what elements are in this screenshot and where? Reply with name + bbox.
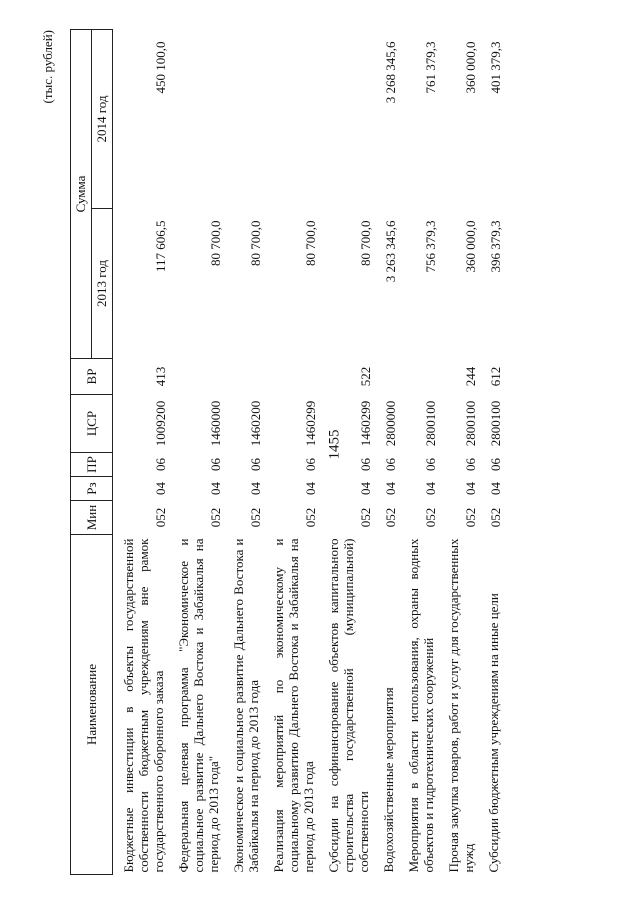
cell-sum-2014 [229,30,263,209]
cell-sum-2013: 80 700,0 [303,220,318,266]
table-row [379,30,398,875]
cell-vr: 522 [358,366,373,387]
cell-csr: 1009200 [153,400,168,447]
cell-pr: 06 [208,458,223,471]
header-pr: ПР [71,453,113,477]
table-row [229,30,263,875]
budget-table [70,29,509,875]
cell-min: 052 [208,507,223,528]
cell-rz: 04 [358,482,373,495]
table-row [119,30,168,875]
cell-name: Субсидии бюджетным учреждениям на иные цели [486,593,501,873]
cell-vr [269,359,318,395]
cell-min: 052 [383,507,398,528]
cell-vr: 413 [153,366,168,387]
cell-rz: 04 [248,482,263,495]
table-row [484,30,503,875]
cell-sum-2014: 360 000,0 [463,41,478,94]
cell-csr: 2800100 [488,400,503,447]
cell-min: 052 [303,507,318,528]
cell-rz: 04 [208,482,223,495]
cell-pr: 06 [383,458,398,471]
cell-sum-2013: 3 263 345,6 [383,220,398,283]
header-name: Наименование [71,535,113,875]
table-body [113,30,510,875]
cell-name: Реализация мероприятий по экономическому и социальному развитию Дальнего Востока и Забайкалья на период до 2013 года [271,538,316,873]
cell-min: 052 [463,507,478,528]
table-header [71,30,113,875]
cell-vr [404,359,438,395]
cell-rz: 04 [303,482,318,495]
cell-sum-2014 [269,30,318,209]
cell-vr [174,359,223,395]
cell-rz: 04 [488,482,503,495]
table-row [404,30,438,875]
cell-name: Федеральная целевая программа "Экономическое и социальное развитие Дальнего Востока и Забайкалья на период до 2013 года" [176,538,221,873]
cell-sum-2013: 80 700,0 [248,220,263,266]
cell-sum-2013: 756 379,3 [423,220,438,273]
cell-pr: 06 [423,458,438,471]
cell-pr: 06 [358,458,373,471]
cell-vr [379,359,398,395]
cell-csr: 1460299 [303,400,318,447]
cell-pr: 06 [463,458,478,471]
cell-sum-2013: 117 606,5 [153,220,168,273]
units-label: (тыс. рублей) [40,30,55,104]
table-row [174,30,223,875]
header-csr: ЦСР [71,395,113,453]
cell-sum-2014: 401 379,3 [488,41,503,94]
cell-rz: 04 [423,482,438,495]
header-vr: ВР [71,359,113,395]
cell-sum-2013: 80 700,0 [208,220,223,266]
table-row [324,30,373,875]
cell-sum-2013: 360 000,0 [463,220,478,273]
table-row [269,30,318,875]
cell-vr: 244 [463,366,478,387]
cell-csr: 2800100 [463,400,478,447]
cell-sum-2014: 3 268 345,6 [383,41,398,104]
header-2014: 2014 год [92,30,113,209]
cell-sum-2014 [174,30,223,209]
cell-csr: 2800100 [423,400,438,447]
cell-min: 052 [153,507,168,528]
cell-csr: 1460299 [358,400,373,447]
cell-rz: 04 [153,482,168,495]
table-row [444,30,478,875]
cell-pr: 06 [153,458,168,471]
cell-pr: 06 [303,458,318,471]
cell-csr: 1460200 [248,400,263,447]
cell-min: 052 [488,507,503,528]
cell-name: Прочая закупка товаров, работ и услуг для государственных нужд [446,538,476,873]
cell-csr: 1460000 [208,400,223,447]
cell-pr: 06 [488,458,503,471]
cell-name: Экономическое и социальное развитие Дальнего Востока и Забайкалья на период до 2013 года [231,538,261,873]
cell-min: 052 [248,507,263,528]
cell-name: Бюджетные инвестиции в объекты государственной собственности бюджетным учреждениям вне рамок государственного оборонного заказа [121,538,166,873]
cell-min: 052 [423,507,438,528]
header-min: Мин [71,501,113,535]
cell-vr [229,359,263,395]
cell-sum-2014 [324,30,373,209]
cell-sum-2014: 450 100,0 [153,41,168,94]
header-2013: 2013 год [92,209,113,359]
cell-sum-2013: 396 379,3 [488,220,503,273]
header-sum: Сумма [71,30,92,359]
cell-vr: 612 [488,366,503,387]
cell-sum-2013: 80 700,0 [358,220,373,266]
cell-csr: 2800000 [383,400,398,447]
header-rz: Рз [71,477,113,501]
cell-name: Мероприятия в области использования, охраны водных объектов и гидротехнических сооружений [406,538,436,873]
page-number: 1455 [326,429,343,460]
cell-rz: 04 [383,482,398,495]
cell-pr: 06 [248,458,263,471]
rotated-table-area [40,30,640,875]
cell-min: 052 [358,507,373,528]
cell-name: Водохозяйственные мероприятия [381,687,396,873]
cell-sum-2014: 761 379,3 [423,41,438,94]
cell-name: Субсидии на софинансирование объектов капитального строительства государственной (муниципальной) собственности [326,538,371,873]
cell-rz: 04 [463,482,478,495]
